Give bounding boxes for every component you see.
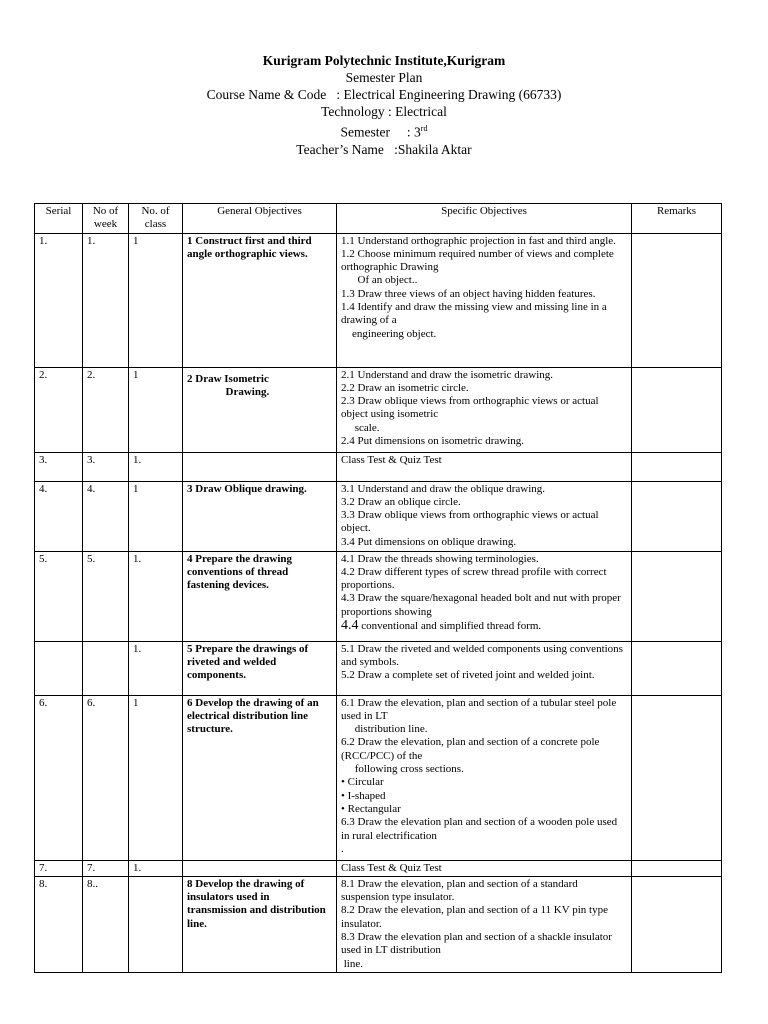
remarks-cell bbox=[632, 860, 722, 876]
week-cell: 1. bbox=[83, 233, 129, 367]
semester-plan-table bbox=[34, 203, 722, 973]
specific-objective-line: 4.1 Draw the threads showing terminologies. bbox=[341, 552, 539, 565]
column-header-class: No. of class bbox=[129, 204, 183, 234]
class-count-cell: 1 bbox=[129, 695, 183, 860]
week-cell bbox=[83, 641, 129, 695]
specific-objectives-cell bbox=[337, 551, 632, 641]
table-row bbox=[35, 452, 722, 481]
specific-objective-line: line. bbox=[341, 957, 363, 970]
specific-objective-line: 5.1 Draw the riveted and welded components using conventions and symbols. bbox=[341, 642, 626, 668]
remarks-cell bbox=[632, 481, 722, 551]
specific-objective-line: 8.2 Draw the elevation, plan and section of a 11 KV pin type insulator. bbox=[341, 904, 611, 930]
specific-objective-line: 1.2 Choose minimum required number of views and complete orthographic Drawing bbox=[341, 247, 617, 274]
technology-value: : Electrical bbox=[388, 104, 447, 119]
specific-objective-line: 3.3 Draw oblique views from orthographic views or actual object. bbox=[341, 509, 602, 535]
column-header-specific-objectives: Specific Objectives bbox=[337, 204, 632, 234]
class-count-cell: 1. bbox=[129, 641, 183, 695]
table-row bbox=[35, 876, 722, 972]
table-row bbox=[35, 695, 722, 860]
table-row bbox=[35, 860, 722, 876]
column-header-serial: Serial bbox=[35, 204, 83, 234]
specific-objective-line: 1.4 Identify and draw the missing view and missing line in a drawing of a bbox=[341, 301, 610, 327]
specific-objectives-cell bbox=[337, 641, 632, 695]
remarks-cell bbox=[632, 233, 722, 367]
remarks-cell bbox=[632, 695, 722, 860]
specific-objective-line: Of an object.. bbox=[341, 274, 418, 287]
column-header-remarks: Remarks bbox=[632, 204, 722, 234]
table-body bbox=[35, 233, 722, 972]
specific-objective-line: 8.3 Draw the elevation plan and section of a shackle insulator used in LT distribution bbox=[341, 931, 615, 957]
specific-objective-line: 2.4 Put dimensions on isometric drawing. bbox=[341, 435, 525, 448]
specific-objective-line: • I-shaped bbox=[341, 789, 386, 802]
specific-objective-line: 2.3 Draw oblique views from orthographic views or actual object using isometric bbox=[341, 395, 602, 421]
general-objective-cell: 5 Prepare the drawings of riveted and welded components. bbox=[183, 641, 337, 695]
general-objective-cell: 3 Draw Oblique drawing. bbox=[183, 481, 337, 551]
specific-objective-line: 1.3 Draw three views of an object having hidden features. bbox=[341, 287, 596, 300]
technology-label: Technology bbox=[321, 104, 385, 119]
course-line bbox=[0, 86, 768, 103]
specific-objective-line: 6.2 Draw the elevation, plan and section of a concrete pole (RCC/PCC) of the bbox=[341, 736, 603, 762]
specific-objectives-cell bbox=[337, 233, 632, 367]
column-header-week: No of week bbox=[83, 204, 129, 234]
class-count-cell: 1. bbox=[129, 860, 183, 876]
specific-objective-line: 1.1 Understand orthographic projection in fast and third angle. bbox=[341, 234, 616, 247]
specific-objective-line: 3.4 Put dimensions on oblique drawing. bbox=[341, 535, 517, 548]
general-objective-cell: 2 Draw Isometric Drawing. bbox=[183, 367, 337, 452]
specific-objective-line: Class Test & Quiz Test bbox=[341, 861, 442, 874]
specific-objective-line: 6.3 Draw the elevation plan and section of a wooden pole used in rural electrification bbox=[341, 816, 620, 842]
remarks-cell bbox=[632, 876, 722, 972]
specific-objective-line: . bbox=[341, 842, 344, 855]
specific-objective-line: 5.2 Draw a complete set of riveted joint and welded joint. bbox=[341, 669, 595, 682]
week-cell: 6. bbox=[83, 695, 129, 860]
teacher-line bbox=[0, 141, 768, 158]
column-header-general-objectives: General Objectives bbox=[183, 204, 337, 234]
specific-objective-line: 3.2 Draw an oblique circle. bbox=[341, 495, 461, 508]
specific-objective-line: 4.2 Draw different types of screw thread profile with correct proportions. bbox=[341, 565, 610, 592]
specific-objective-line: 8.1 Draw the elevation, plan and section of a standard suspension type insulator. bbox=[341, 877, 581, 904]
serial-cell: 3. bbox=[35, 452, 83, 481]
serial-cell: 2. bbox=[35, 367, 83, 452]
serial-cell bbox=[35, 641, 83, 695]
general-objective-cell bbox=[183, 860, 337, 876]
course-label: Course Name & Code bbox=[206, 87, 327, 102]
class-count-cell: 1. bbox=[129, 551, 183, 641]
table-row bbox=[35, 367, 722, 452]
specific-objective-line: 4.3 Draw the square/hexagonal headed bolt and nut with proper proportions showing bbox=[341, 592, 624, 618]
remarks-cell bbox=[632, 367, 722, 452]
teacher-label: Teacher’s Name bbox=[296, 141, 384, 157]
semester-line bbox=[0, 120, 768, 141]
remarks-cell bbox=[632, 452, 722, 481]
specific-objective-line: 2.1 Understand and draw the isometric drawing. bbox=[341, 368, 553, 381]
specific-objective-line: • Circular bbox=[341, 776, 384, 789]
general-objective-cell: 1 Construct first and third angle orthographic views. bbox=[183, 233, 337, 367]
specific-objectives-cell bbox=[337, 876, 632, 972]
class-count-cell: 1 bbox=[129, 233, 183, 367]
objective-text: conventional and simplified thread form. bbox=[358, 620, 542, 633]
serial-cell: 8. bbox=[35, 876, 83, 972]
specific-objectives-cell bbox=[337, 695, 632, 860]
serial-cell: 7. bbox=[35, 860, 83, 876]
specific-objectives-cell bbox=[337, 860, 632, 876]
specific-objective-line bbox=[341, 619, 627, 633]
document-header bbox=[0, 52, 768, 158]
serial-cell: 1. bbox=[35, 233, 83, 367]
general-objective-cell: 6 Develop the drawing of an electrical distribution line structure. bbox=[183, 695, 337, 860]
week-cell: 7. bbox=[83, 860, 129, 876]
specific-objective-line: • Rectangular bbox=[341, 802, 401, 815]
general-objective-cell: 4 Prepare the drawing conventions of thread fastening devices. bbox=[183, 551, 337, 641]
semester-superscript: rd bbox=[420, 124, 428, 133]
serial-cell: 5. bbox=[35, 551, 83, 641]
specific-objective-line: 2.2 Draw an isometric circle. bbox=[341, 381, 469, 394]
week-cell: 3. bbox=[83, 452, 129, 481]
class-count-cell: 1 bbox=[129, 367, 183, 452]
institute-name: Kurigram Polytechnic Institute,Kurigram bbox=[262, 53, 506, 68]
course-value: : Electrical Engineering Drawing (66733) bbox=[336, 87, 562, 102]
specific-objective-line: following cross sections. bbox=[341, 763, 464, 776]
semester-label: Semester bbox=[340, 124, 391, 140]
general-objective-cell: 8 Develop the drawing of insulators used in transmission and distribution line. bbox=[183, 876, 337, 972]
table-row bbox=[35, 233, 722, 367]
teacher-value: :Shakila Aktar bbox=[394, 141, 472, 157]
objective-number: 4.4 bbox=[341, 618, 359, 634]
table-row bbox=[35, 551, 722, 641]
specific-objective-line: 6.1 Draw the elevation, plan and section of a tubular steel pole used in LT bbox=[341, 696, 619, 722]
semester-value: : 3 bbox=[406, 124, 421, 140]
specific-objectives-cell bbox=[337, 367, 632, 452]
plan-title: Semester Plan bbox=[345, 70, 423, 85]
class-count-cell: 1. bbox=[129, 452, 183, 481]
week-cell: 8.. bbox=[83, 876, 129, 972]
table-row bbox=[35, 481, 722, 551]
specific-objectives-cell bbox=[337, 481, 632, 551]
general-objective-cell bbox=[183, 452, 337, 481]
technology-line bbox=[0, 103, 768, 120]
specific-objective-line: scale. bbox=[341, 421, 380, 434]
class-count-cell: 1 bbox=[129, 481, 183, 551]
remarks-cell bbox=[632, 551, 722, 641]
specific-objective-line: Class Test & Quiz Test bbox=[341, 453, 442, 466]
class-count-cell bbox=[129, 876, 183, 972]
specific-objective-line: distribution line. bbox=[341, 723, 428, 736]
table-header-row bbox=[35, 204, 722, 234]
week-cell: 4. bbox=[83, 481, 129, 551]
week-cell: 5. bbox=[83, 551, 129, 641]
serial-cell: 6. bbox=[35, 695, 83, 860]
remarks-cell bbox=[632, 641, 722, 695]
specific-objective-line: 3.1 Understand and draw the oblique drawing. bbox=[341, 482, 546, 495]
specific-objective-line: engineering object. bbox=[341, 327, 437, 340]
week-cell: 2. bbox=[83, 367, 129, 452]
specific-objectives-cell bbox=[337, 452, 632, 481]
serial-cell: 4. bbox=[35, 481, 83, 551]
table-row bbox=[35, 641, 722, 695]
